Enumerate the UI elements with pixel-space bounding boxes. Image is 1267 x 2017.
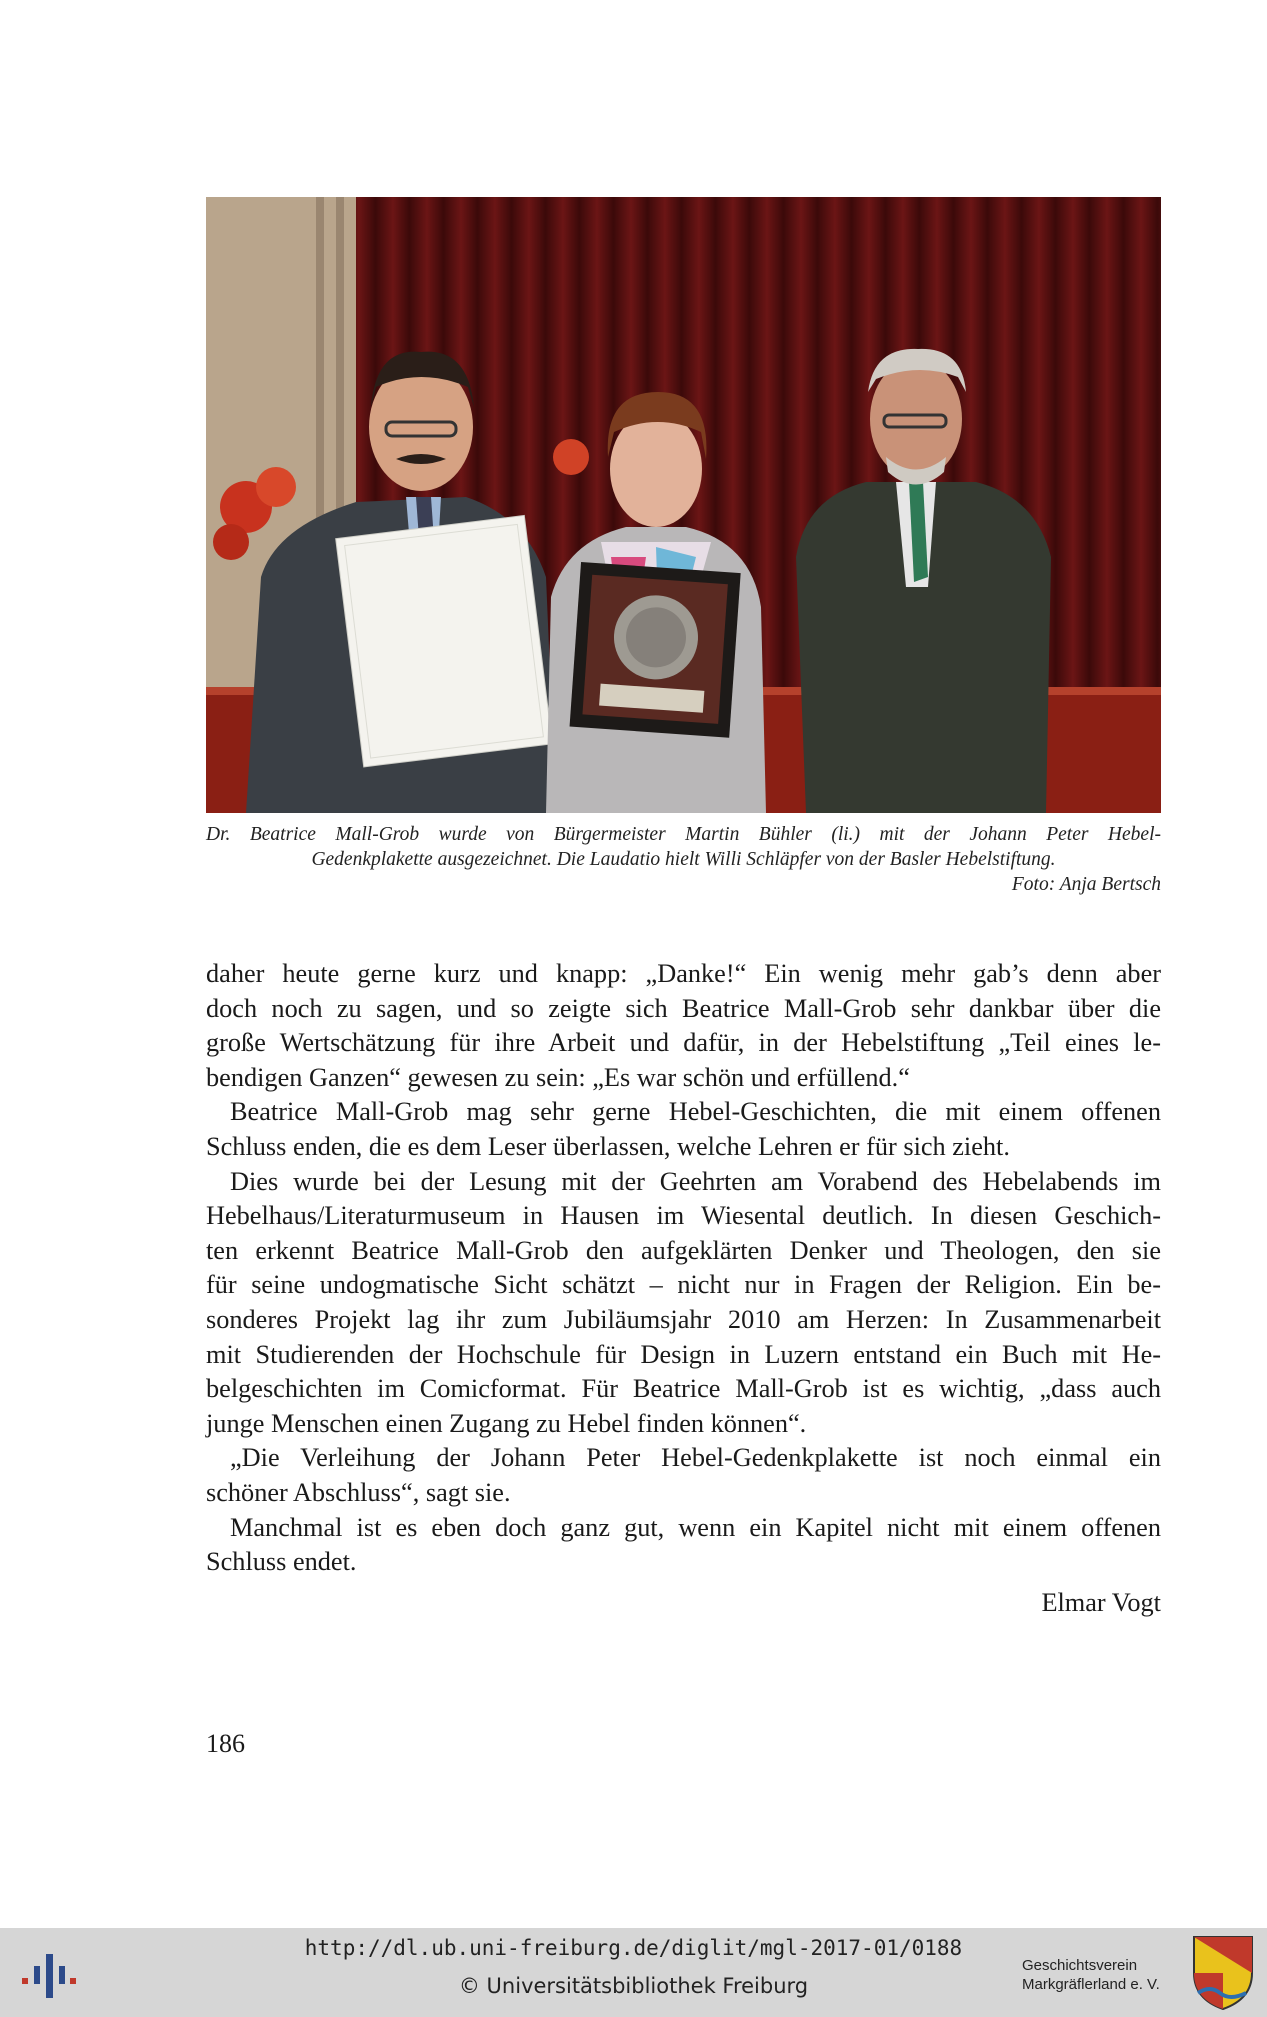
- text-line: große Wertschätzung für ihre Arbeit und dafür, in der Hebelstiftung „Teil eines le-: [206, 1028, 1161, 1058]
- copyright-notice: © Universitätsbibliothek Freiburg: [458, 1974, 809, 1998]
- text-line: bendigen Ganzen“ gewesen zu sein: „Es war schön und erfüllend.“: [206, 1062, 910, 1092]
- document-url-link[interactable]: http://dl.ub.uni-freiburg.de/diglit/mgl-2017-01/0188: [304, 1936, 963, 1960]
- text-line: junge Menschen einen Zugang zu Hebel finden können“.: [206, 1408, 807, 1438]
- paragraph-2: [206, 1095, 1161, 1164]
- text-line: für seine undogmatische Sicht schätzt – nicht nur in Fragen der Religion. Ein be-: [206, 1270, 1161, 1300]
- text-line: Schluss enden, die es dem Leser überlassen, welche Lehren er für sich zieht.: [206, 1131, 1010, 1161]
- paragraph-1: [206, 957, 1161, 1095]
- society-name-line-1: Geschichtsverein: [1022, 1957, 1138, 1974]
- text-line: Manchmal ist es eben doch ganz gut, wenn ein Kapitel nicht mit einem offenen: [230, 1512, 1161, 1542]
- coat-of-arms-icon: [1190, 1933, 1256, 2011]
- text-line: Dies wurde bei der Lesung mit der Geehrten am Vorabend des Hebelabends im: [230, 1166, 1161, 1196]
- photo-caption: [206, 822, 1161, 897]
- photo-illustration: [206, 197, 1161, 813]
- society-name-line-2: Markgräflerland e. V.: [1022, 1976, 1160, 1993]
- caption-line-2: Gedenkplakette ausgezeichnet. Die Laudatio hielt Willi Schläpfer von der Basler Hebelstiftung.: [311, 849, 1056, 870]
- text-line: daher heute gerne kurz und knapp: „Danke!“ Ein wenig mehr gab’s denn aber: [206, 959, 1161, 988]
- text-line: Hebelhaus/Literaturmuseum in Hausen im Wiesental deutlich. In diesen Geschich-: [206, 1201, 1161, 1231]
- text-line: ten erkennt Beatrice Mall-Grob den aufgeklärten Denker und Theologen, den sie: [206, 1235, 1161, 1265]
- article-body: [206, 957, 1161, 1580]
- paragraph-4: [206, 1441, 1161, 1510]
- text-line: „Die Verleihung der Johann Peter Hebel-Gedenkplakette ist noch einmal ein: [230, 1443, 1161, 1473]
- text-line: schöner Abschluss“, sagt sie.: [206, 1477, 511, 1507]
- text-line: doch noch zu sagen, und so zeigte sich Beatrice Mall-Grob sehr dankbar über die: [206, 993, 1161, 1023]
- library-footer: [0, 1928, 1267, 2017]
- author-name: Elmar Vogt: [1041, 1588, 1161, 1617]
- text-line: belgeschichten im Comicformat. Für Beatrice Mall-Grob ist es wichtig, „dass auch: [206, 1374, 1161, 1404]
- text-line: sonderes Projekt lag ihr zum Jubiläumsjahr 2010 am Herzen: In Zusammenarbeit: [206, 1304, 1161, 1334]
- page-number: 186: [206, 1729, 245, 1758]
- photo-credit: Foto: Anja Bertsch: [1011, 874, 1161, 895]
- society-name: [1022, 1956, 1160, 1994]
- text-line: mit Studierenden der Hochschule für Design in Luzern entstand ein Buch mit He-: [206, 1339, 1161, 1369]
- text-line: Schluss endet.: [206, 1547, 357, 1577]
- paragraph-3: [206, 1165, 1161, 1442]
- text-line: Beatrice Mall-Grob mag sehr gerne Hebel-Geschichten, die mit einem offenen: [230, 1097, 1161, 1127]
- caption-line-1: Dr. Beatrice Mall-Grob wurde von Bürgermeister Martin Bühler (li.) mit der Johann Peter Hebel-: [206, 824, 1161, 845]
- award-photo: [206, 197, 1161, 813]
- paragraph-5: [206, 1511, 1161, 1580]
